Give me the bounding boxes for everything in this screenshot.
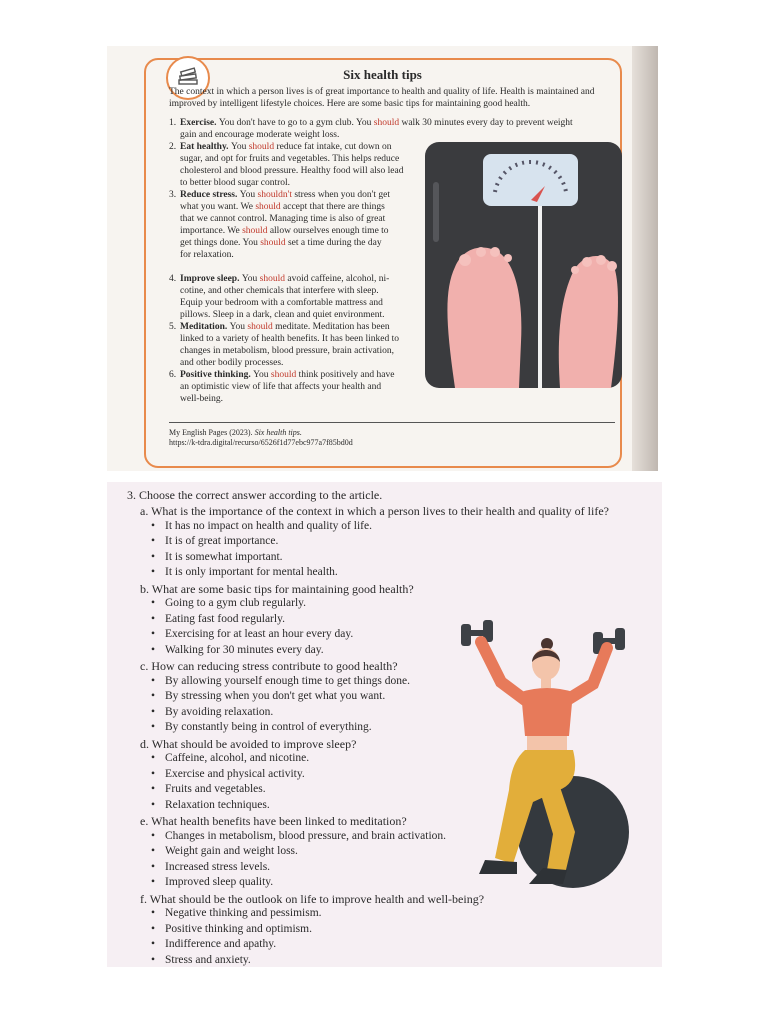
article-intro: The context in which a person lives is of great importance to health and quality of life. Health is maintained and improved by intelligent lifestyle choices. Here are some basic tips for maintaining good health. (169, 87, 595, 109)
answer-option-text: Fruits and vegetables. (165, 783, 266, 795)
modal-verb-highlight: should (259, 274, 285, 284)
bullet-icon: • (151, 860, 156, 873)
tip-text-segment: sugar, and opt for fruits and vegetables. This helps reduce (180, 154, 400, 164)
tip-number: 2. (169, 142, 177, 152)
question-label: c. How can reducing stress contribute to good health? (140, 659, 398, 673)
tip-text-segment: and other bodily processes. (180, 358, 284, 368)
modal-verb-highlight: should (270, 370, 297, 380)
question-label: b. What are some basic tips for maintaining good health? (140, 581, 414, 596)
modal-verb-highlight: should (373, 118, 400, 128)
question-label: d. What should be avoided to improve sleep? (140, 736, 357, 751)
tip-text-segment: that we cannot control. Managing time is also of great (180, 214, 386, 224)
tip-text-segment: set a time during the day (285, 238, 382, 248)
tip-text-segment: accept that there are things (280, 202, 385, 212)
answer-option-text: It is only important for mental health. (165, 566, 338, 578)
answer-option-text: Increased stress levels. (165, 860, 271, 873)
answer-option-text: Exercising for at least an hour every day. (165, 628, 354, 640)
tip-text-segment: gain and encourage moderate weight loss. (180, 130, 340, 140)
tip-text-segment: to better blood sugar control. (180, 178, 291, 188)
tip-text-segment: an optimistic view of life that affects your health and (180, 382, 382, 392)
tip-text-segment: changes in metabolism, blood pressure, brain activation, (180, 346, 394, 356)
answer-option-text: It has no impact on health and quality of life. (165, 519, 372, 532)
answer-option-text: By allowing yourself enough time to get things done. (165, 674, 410, 687)
tip-text (180, 321, 399, 369)
bullet-icon: • (151, 829, 156, 842)
bullet-icon: • (151, 612, 156, 625)
tip-text (180, 273, 389, 321)
modal-verb-highlight: shouldn't (257, 190, 292, 200)
tip-text-segment: meditate. Meditation has been (272, 322, 390, 332)
bullet-icon: • (151, 922, 156, 935)
tip-heading: Exercise. (180, 118, 219, 128)
tip-text-segment: what you want. We (180, 202, 256, 212)
modal-verb-highlight: should (247, 322, 273, 332)
tip-text-segment: well-being. (180, 394, 224, 404)
answer-option-text: Changes in metabolism, blood pressure, and brain activation. (165, 829, 447, 842)
bullet-icon: • (151, 674, 156, 687)
bullet-icon: • (151, 535, 156, 547)
tip-text (180, 117, 573, 141)
tip-text-segment: linked to a variety of health benefits. It has been linked to (180, 334, 399, 344)
page-edge-shadow (632, 46, 658, 471)
tip-text-segment: walk 30 minutes every day to prevent weight (399, 118, 573, 128)
bullet-icon: • (151, 953, 156, 966)
answer-option-text: It is somewhat important. (165, 550, 283, 563)
answer-option-text: Relaxation techniques. (165, 798, 270, 811)
bullet-icon: • (151, 907, 156, 919)
answer-option-text: Walking for 30 minutes every day. (165, 643, 324, 656)
tip-number: 1. (169, 118, 177, 128)
exercise-title: 3. Choose the correct answer according to the article. (127, 488, 383, 502)
answer-option-text: By stressing when you don't get what you want. (165, 690, 386, 702)
bathroom-scale-photo (425, 142, 622, 388)
reference-divider (169, 422, 615, 423)
answer-option-text: It is of great importance. (165, 535, 279, 547)
woman-with-dumbbells-illustration (455, 612, 635, 912)
answer-option-text: By constantly being in control of everything. (165, 721, 372, 733)
tip-text-segment: get things done. You (180, 238, 261, 248)
tip-number: 3. (169, 190, 177, 200)
answer-option-text: Eating fast food regularly. (165, 612, 285, 625)
article-reference: My English Pages (2023). Six health tips. https://k-tdra.digital/recurso/6526f1d77ebc977a7f85bd0d (169, 428, 353, 447)
question-label: a. What is the importance of the context in which a person lives to their health and quality of life? (140, 504, 609, 518)
tip-text-segment: You (241, 274, 260, 284)
tip-text-segment: cholesterol and blood pressure. Healthy food will also lead (180, 166, 404, 176)
bullet-icon: • (151, 721, 156, 733)
bullet-icon: • (151, 597, 156, 609)
bullet-icon: • (151, 628, 156, 640)
tip-text-segment: You (229, 322, 248, 332)
tip-heading: Positive thinking. (180, 370, 254, 380)
exercise-page (107, 482, 662, 967)
bullet-icon: • (151, 705, 156, 718)
answer-option-text: Caffeine, alcohol, and nicotine. (165, 752, 310, 764)
bullet-icon: • (151, 845, 156, 857)
tip-text-segment: You don't have to go to a gym club. You (218, 118, 374, 128)
modal-verb-highlight: should (255, 202, 281, 212)
tip-text-segment: allow ourselves enough time to (267, 226, 389, 236)
answer-option-text: Indifference and apathy. (165, 938, 277, 950)
tip-heading: Meditation. (180, 322, 230, 332)
answer-option-text: Improved sleep quality. (165, 876, 274, 888)
bullet-icon: • (151, 798, 156, 811)
tip-text-segment: for relaxation. (180, 250, 234, 260)
bullet-icon: • (151, 566, 156, 578)
tip-text-segment: avoid caffeine, alcohol, ni- (284, 274, 390, 284)
answer-option-text: Stress and anxiety. (165, 953, 251, 966)
answer-option-text: Going to a gym club regularly. (165, 597, 307, 609)
tip-text-segment: You (230, 142, 249, 152)
answer-option-text: By avoiding relaxation. (165, 705, 274, 718)
tip-text (180, 141, 403, 189)
tip-text-segment: pillows. Sleep in a dark, clean and quiet environment. (180, 310, 385, 320)
bullet-icon: • (151, 519, 156, 532)
tip-text-segment: Equip your bedroom with a comfortable mattress and (180, 298, 383, 308)
tip-heading: Eat healthy. (180, 142, 231, 152)
tip-text-segment: stress when you don't get (291, 190, 390, 200)
tip-text-segment: You (253, 370, 271, 380)
modal-verb-highlight: should (248, 142, 275, 152)
tip-text-segment: think positively and have (296, 370, 395, 380)
answer-option-text: Exercise and physical activity. (165, 767, 305, 780)
bullet-icon: • (151, 643, 156, 656)
tip-text-segment: reduce fat intake, cut down on (274, 142, 392, 152)
bullet-icon: • (151, 752, 156, 764)
tip-text-segment: importance. We (180, 226, 243, 236)
question-label: f. What should be the outlook on life to improve health and well-being? (140, 891, 485, 906)
tip-number: 5. (169, 322, 177, 332)
tip-text-segment: cotine, and other chemicals that interfere with sleep. (180, 286, 379, 296)
bullet-icon: • (151, 876, 156, 888)
tip-number: 6. (169, 370, 177, 380)
answer-option-text: Negative thinking and pessimism. (165, 907, 322, 919)
question-label: e. What health benefits have been linked to meditation? (140, 814, 407, 828)
tip-heading: Improve sleep. (180, 274, 242, 284)
tip-text (180, 369, 394, 405)
modal-verb-highlight: should (242, 226, 268, 236)
answer-option-text: Positive thinking and optimism. (165, 922, 312, 935)
tip-text (180, 189, 390, 261)
bullet-icon: • (151, 767, 156, 780)
modal-verb-highlight: should (260, 238, 286, 248)
tip-heading: Reduce stress. (180, 190, 240, 200)
tip-text-segment: You (239, 190, 258, 200)
bullet-icon: • (151, 550, 156, 563)
answer-option-text: Weight gain and weight loss. (165, 845, 298, 857)
tip-number: 4. (169, 274, 177, 284)
article-page (107, 46, 658, 471)
article-title: Six health tips (343, 67, 422, 82)
bullet-icon: • (151, 783, 156, 795)
bullet-icon: • (151, 690, 156, 702)
bullet-icon: • (151, 938, 156, 950)
